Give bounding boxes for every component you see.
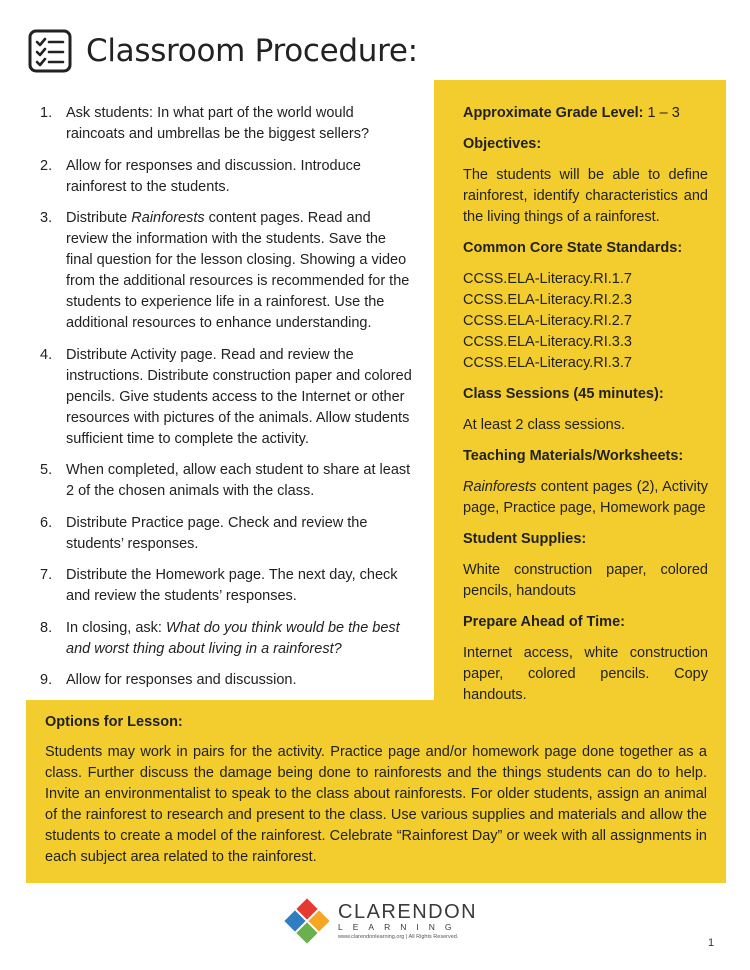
procedure-step (40, 460, 415, 502)
step-number: 8. (40, 619, 53, 636)
step-text-part: content pages. Read and review the information with the students. Save the final question for the lesson closing. Showing a video from the additional resources is recommended for the students to experience life in a rainforest. Use the additional resources to enhance understanding. (66, 210, 410, 331)
lesson-options (45, 712, 707, 878)
page-header (28, 26, 418, 76)
step-text-part: Distribute the Homework page. The next day, check and review the students’ responses. (66, 567, 398, 604)
sessions-text: At least 2 class sessions. (463, 417, 625, 433)
step-number: 2. (40, 157, 53, 174)
step-text (66, 670, 415, 691)
standard-item: CCSS.ELA-Literacy.RI.1.7 (463, 271, 632, 287)
logo-name: CLARENDON (338, 900, 478, 923)
standard-item: CCSS.ELA-Literacy.RI.3.7 (463, 355, 632, 371)
options-heading: Options for Lesson: (45, 714, 183, 730)
options-text: Students may work in pairs for the activity. Practice page and/or homework page done together as a class. Further discuss the damage being done to rainforests and the things students can do to help. Invite an environmentalist to speak to the class about rainforests. For older students, assign an animal of the rainforest to research and present to the class. Use various supplies and materials and allow the students to create a model of the rainforest. Celebrate “Rainforest Day” or week with all assignments in each subject area related to the rainforest. (45, 744, 707, 865)
standards-list (463, 269, 708, 374)
step-text-part: Distribute Activity page. Read and review the instructions. Distribute construction paper and colored pencils. Give students access to the Internet or other resources with pictures of the animals. Allow students sufficient time to complete the activity. (66, 346, 412, 447)
step-text-part: When completed, allow each student to share at least 2 of the chosen animals with the class. (66, 462, 411, 499)
prepare-text: Internet access, white construction paper, colored pencils. Copy handouts. (463, 645, 708, 703)
lesson-info (463, 103, 708, 716)
standards-heading: Common Core State Standards: (463, 240, 683, 256)
procedure-step (40, 513, 415, 555)
materials-italic: Rainforests (463, 479, 537, 495)
step-text-italic: What do you think would be the best and worst thing about living in a rainforest? (66, 619, 400, 657)
prepare-heading: Prepare Ahead of Time: (463, 614, 625, 630)
copyright: www.clarendonlearning.org | All Rights Reserved. (338, 933, 459, 940)
procedure-step (40, 565, 415, 607)
materials-rest: content pages (2), Activity page, Practice page, Homework page (463, 479, 708, 516)
standard-item: CCSS.ELA-Literacy.RI.3.3 (463, 334, 632, 350)
step-text (66, 156, 415, 198)
step-text-part: Ask students: In what part of the world would raincoats and umbrellas be the biggest sellers? (66, 105, 370, 142)
grade-label: Approximate Grade Level: (463, 105, 644, 121)
objectives-heading: Objectives: (463, 136, 542, 152)
step-number: 4. (40, 346, 53, 363)
puzzle-logo-icon (284, 898, 330, 944)
step-text-part: Allow for responses and discussion. (66, 672, 297, 688)
step-number: 5. (40, 462, 53, 478)
step-text (66, 460, 415, 502)
step-text-part: Distribute Practice page. Check and review the students’ responses. (66, 514, 368, 552)
checklist-icon (28, 29, 72, 73)
step-text-part: In closing, ask: (66, 619, 166, 636)
procedure-step (40, 103, 415, 145)
logo-sub: LEARNING (338, 921, 462, 932)
logo-text (338, 902, 477, 941)
procedure-step (40, 618, 415, 660)
supplies-text: White construction paper, colored pencils, handouts (463, 562, 708, 599)
step-number: 1. (40, 105, 53, 121)
supplies-heading: Student Supplies: (463, 531, 587, 547)
materials-heading: Teaching Materials/Worksheets: (463, 448, 684, 464)
standard-item: CCSS.ELA-Literacy.RI.2.7 (463, 313, 632, 329)
step-text-part: Distribute (66, 210, 132, 226)
standard-item: CCSS.ELA-Literacy.RI.2.3 (463, 292, 632, 308)
procedure-step (40, 156, 415, 198)
procedure-list (40, 103, 415, 702)
step-number: 7. (40, 567, 53, 583)
step-text (66, 208, 415, 334)
grade-value: 1 – 3 (643, 105, 680, 121)
step-number: 6. (40, 514, 53, 531)
step-text (66, 103, 415, 145)
grade-level (463, 103, 708, 124)
step-text (66, 345, 415, 450)
page-number: 1 (708, 937, 715, 949)
materials-text (463, 477, 708, 519)
procedure-step (40, 345, 415, 450)
page-title: Classroom Procedure: (86, 33, 418, 69)
objectives-text: The students will be able to define rainforest, identify characteristics and the living things of a rainforest. (463, 167, 708, 225)
step-text (66, 618, 415, 660)
step-text-italic: Rainforests (131, 210, 205, 226)
procedure-step (40, 208, 415, 334)
footer-logo (284, 898, 477, 944)
step-number: 3. (40, 210, 53, 226)
sessions-heading: Class Sessions (45 minutes): (463, 386, 664, 402)
step-text (66, 565, 415, 607)
step-number: 9. (40, 672, 53, 688)
step-text (66, 513, 415, 555)
step-text-part: Allow for responses and discussion. Introduce rainforest to the students. (66, 157, 361, 195)
procedure-step (40, 670, 415, 691)
